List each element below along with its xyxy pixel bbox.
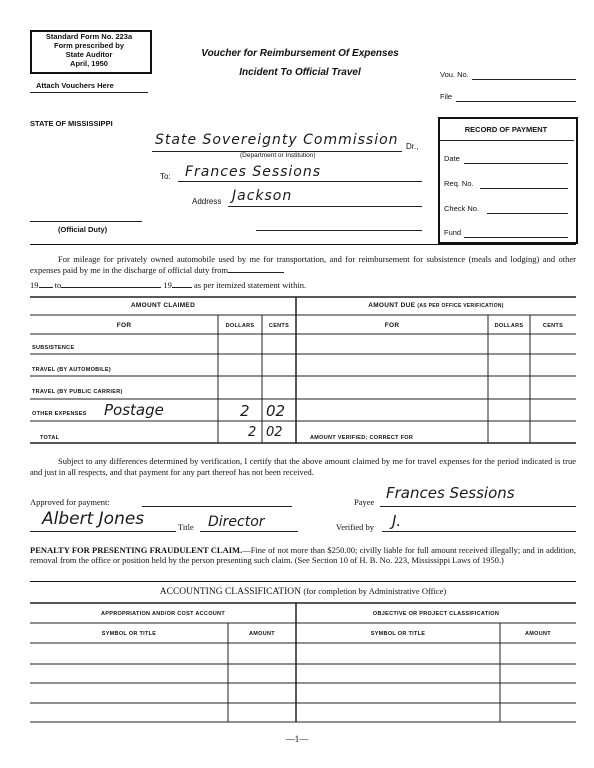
row-total: TOTAL <box>40 435 60 441</box>
state-label: STATE OF MISSISSIPPI <box>30 119 113 128</box>
certify-paragraph: Subject to any differences determined by verification, I certify that the above amount claimed by me for travel expenses for the period indicated is true and just in all respects, and that payment for any part thereof has not been received. <box>30 456 576 477</box>
vou-no-label: Vou. No. <box>440 70 469 79</box>
address-handwritten: Jackson <box>232 188 293 204</box>
approved-label: Approved for payment: <box>30 497 110 507</box>
record-req-label: Req. No. <box>444 179 474 188</box>
official-duty-label: (Official Duty) <box>58 225 108 234</box>
row-total-cents: 02 <box>266 425 283 440</box>
row-subsistence: SUBSISTENCE <box>32 345 75 351</box>
dept-caption: (Department or Institution) <box>240 152 316 159</box>
row-other-cents: 02 <box>266 402 286 420</box>
title-line-1: Voucher for Reimbursement Of Expenses <box>201 48 399 59</box>
dept-dr: Dr., <box>406 142 419 151</box>
date-rest: as per itemized statement within. <box>194 280 307 290</box>
col-dollars-right: DOLLARS <box>494 323 524 329</box>
symbol-head-right: SYMBOL OR TITLE <box>370 631 426 637</box>
amount-claimed-head: AMOUNT CLAIMED <box>130 302 196 309</box>
page-number: —1— <box>285 734 309 744</box>
verified-handwritten: J. <box>392 512 402 530</box>
amount-due-label: AMOUNT DUE <box>368 302 416 309</box>
to-word: to <box>54 280 62 290</box>
row-other-expenses-hw: Postage <box>104 401 164 419</box>
dept-handwritten: State Sovereignty Commission <box>155 132 399 148</box>
form-line-2: Form prescribed by <box>53 41 125 50</box>
appropriation-head: APPROPRIATION AND/OR COST ACCOUNT <box>101 611 225 617</box>
row-other-dollars: 2 <box>240 402 250 420</box>
amount-head-right: AMOUNT <box>525 631 551 637</box>
row-travel-public: TRAVEL (BY PUBLIC CARRIER) <box>32 389 123 395</box>
form-line-3: State Auditor <box>65 50 113 59</box>
form-line-4: April, 1950 <box>70 59 108 68</box>
amount-verified-label: AMOUNT VERIFIED; CORRECT FOR <box>310 435 414 441</box>
col-for-left: FOR <box>116 322 132 329</box>
accounting-subtitle: (for completion by Administrative Office) <box>303 586 447 596</box>
col-cents-right: CENTS <box>542 323 564 329</box>
objective-head: OBJECTIVE OR PROJECT CLASSIFICATION <box>372 611 500 617</box>
year-1: 19 <box>30 280 39 290</box>
title-line-2: Incident To Official Travel <box>239 67 361 78</box>
payee-signature: Frances Sessions <box>386 484 515 502</box>
title-handwritten: Director <box>208 514 265 530</box>
col-for-right: FOR <box>384 322 400 329</box>
title-label: Title <box>178 522 194 532</box>
amount-due-note: (AS PER OFFICE VERIFICATION) <box>417 303 504 309</box>
symbol-head-left: SYMBOL OR TITLE <box>101 631 157 637</box>
col-dollars-left: DOLLARS <box>225 323 255 329</box>
to-label: To: <box>160 172 171 181</box>
to-handwritten: Frances Sessions <box>185 164 322 180</box>
row-other-expenses: OTHER EXPENSES <box>32 411 87 417</box>
record-title: RECORD OF PAYMENT <box>464 125 548 134</box>
col-cents-left: CENTS <box>268 323 290 329</box>
attach-vouchers-label: Attach Vouchers Here <box>36 81 114 90</box>
record-date-label: Date <box>444 154 460 163</box>
payee-label: Payee <box>354 497 375 507</box>
record-check-label: Check No. <box>444 204 480 213</box>
form-line-1: Standard Form No. 223a <box>45 32 133 41</box>
address-label: Address <box>192 197 222 206</box>
verified-label: Verified by <box>336 522 375 532</box>
year-2: 19 <box>163 280 172 290</box>
record-fund-label: Fund <box>444 228 462 237</box>
accounting-title-text: ACCOUNTING CLASSIFICATION <box>159 587 301 597</box>
file-label: File <box>440 92 453 101</box>
amount-head-left: AMOUNT <box>249 631 275 637</box>
penalty-heading: PENALTY FOR PRESENTING FRAUDULENT CLAIM. <box>30 545 243 555</box>
mileage-text: For mileage for privately owned automobile used by me for transportation, and for reimbursement for subsistence (meals and lodging) and other expenses paid by me in the discharge of official duty from <box>30 254 576 275</box>
row-travel-auto: TRAVEL (BY AUTOMOBILE) <box>32 367 112 373</box>
approver-signature: Albert Jones <box>42 509 145 529</box>
row-total-dollars: 2 <box>248 425 257 440</box>
penalty-text: —Fine of not more than $250.00; civilly liable for full amount received illegally; and in addition, removal from the office or position held by the person presenting such claim. (See Section 10 of H. B. No. 223, Mississippi Laws of 1950.) <box>30 545 576 565</box>
